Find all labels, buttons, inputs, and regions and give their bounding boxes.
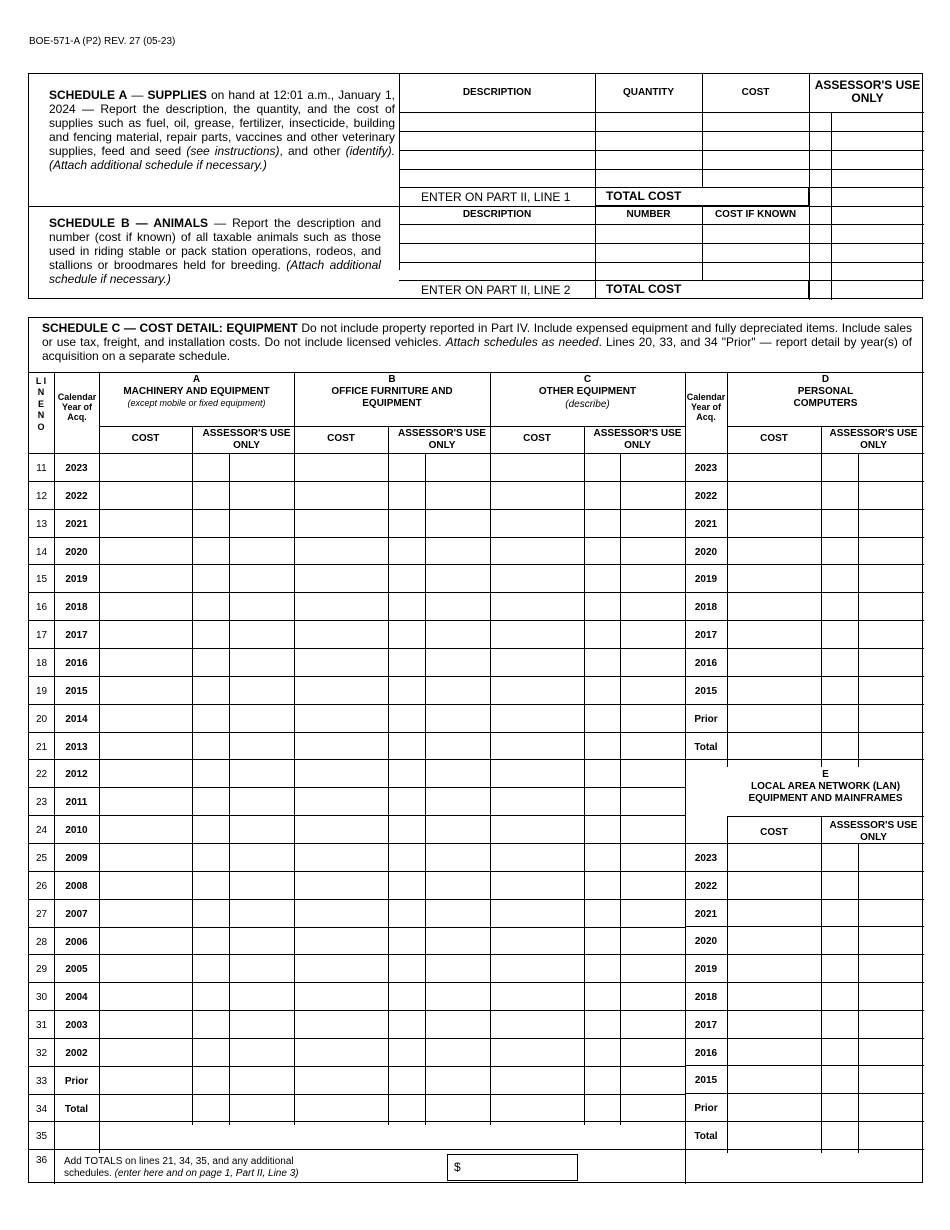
row-line — [29, 927, 685, 928]
line-number: 13 — [35, 518, 48, 530]
line-number: 14 — [35, 546, 48, 558]
acq-year: 2002 — [65, 1047, 88, 1059]
e-acq-year: 2020 — [694, 936, 718, 948]
e-assessor-divider — [821, 816, 822, 1153]
col-a-letter: A — [192, 374, 201, 385]
col-b-assessor: ASSESSOR'S USE ONLY — [398, 428, 486, 451]
line-number: 16 — [35, 602, 48, 614]
col-c-cost: COST — [523, 433, 551, 444]
e-acq-year: 2019 — [694, 964, 718, 976]
e-header-bottom — [727, 843, 924, 844]
row-line — [29, 1094, 685, 1095]
col-d-assessor: ASSESSOR'S USE ONLY — [829, 428, 918, 451]
cal-year-label: Calendar Year of Acq. — [57, 392, 97, 422]
row-line — [29, 982, 685, 983]
col-divider — [192, 426, 193, 1125]
acq-year: Total — [64, 1103, 89, 1115]
acq-year: 2021 — [65, 518, 88, 530]
schedule-a-text: SCHEDULE A — SUPPLIES on hand at 12:01 a.m., January 1, 2024 — Report the description, the quantity, and the cost of supplies such as fuel, oil, grease, fertilizer, insecticide, building and fencing material, repair parts, vaccines and other veterinary supplies, feed and seed (see instructions), and other (identify). (Attach additional schedule if necessary.) — [49, 88, 395, 172]
line-number: 19 — [35, 685, 48, 697]
line-number: 21 — [35, 741, 48, 753]
col-d-letter: D — [821, 374, 830, 385]
col-e-title: LOCAL AREA NETWORK (LAN) EQUIPMENT AND MAINFRAMES — [748, 781, 903, 804]
d-row-line — [685, 676, 924, 677]
row-line — [29, 1010, 685, 1011]
line-number: 15 — [35, 574, 48, 586]
e-row-line — [685, 871, 924, 872]
acq-year: 2016 — [65, 658, 88, 669]
d-acq-year: 2016 — [694, 658, 718, 669]
col-divider — [584, 426, 585, 1125]
e-row-line — [685, 1010, 924, 1011]
d-acq-year: 2020 — [694, 546, 718, 558]
schedule-b-col-description: DESCRIPTION — [462, 209, 532, 220]
acq-year: 2008 — [65, 880, 88, 892]
acq-year: 2009 — [65, 852, 88, 864]
col-a-title: MACHINERY AND EQUIPMENT — [123, 386, 270, 397]
line-number: 27 — [35, 908, 48, 920]
acq-year: 2014 — [65, 713, 88, 725]
schedule-c-intro: SCHEDULE C — COST DETAIL: EQUIPMENT Do not include property reported in Part IV. Include expensed equipment and fully depreciated items. Include sales or use tax, freight, and installation costs. Do not include licensed vehicles. Attach schedules as needed. Lines 20, 33, and 34 "Prior" — report detail by year(s) of acquisition on a separate schedule. — [42, 321, 912, 363]
line-number: 30 — [35, 992, 48, 1004]
row-line — [29, 537, 685, 538]
schedule-a-col-quantity: QUANTITY — [622, 87, 675, 98]
row-line — [29, 871, 685, 872]
line-number: 11 — [36, 463, 47, 474]
schedule-c-title: SCHEDULE C — COST DETAIL: EQUIPMENT — [42, 321, 298, 335]
acq-year: 2023 — [65, 463, 88, 474]
line-number: 31 — [35, 1020, 48, 1031]
row-line — [29, 481, 685, 482]
e-acq-year: 2017 — [694, 1019, 718, 1031]
col-c-assessor: ASSESSOR'S USE ONLY — [593, 428, 682, 451]
e-cost-divider — [727, 816, 728, 1153]
e-row-line — [685, 982, 924, 983]
line-number: 33 — [35, 1075, 48, 1087]
col-divider — [620, 453, 621, 1125]
schedule-a-b-box — [28, 73, 923, 299]
row-line — [29, 1121, 685, 1122]
d-cost-divider — [727, 372, 728, 767]
cal-year-label-d: Calendar Year of Acq. — [686, 392, 726, 422]
col-c-sub: (describe) — [565, 399, 610, 410]
line-number: 20 — [35, 713, 48, 725]
e-acq-year: 2022 — [694, 880, 718, 892]
acq-year: 2013 — [65, 741, 88, 753]
schedule-b-col-cost: COST IF KNOWN — [714, 209, 797, 220]
line-number: 32 — [35, 1047, 48, 1059]
row-line — [29, 676, 685, 677]
acq-year: 2011 — [65, 797, 88, 809]
ab-divider — [29, 206, 924, 207]
d-row-line — [685, 704, 924, 705]
e-row-line — [685, 1093, 924, 1094]
e-header-line — [727, 816, 924, 817]
col-c-letter: C — [583, 374, 592, 385]
e-acq-year: 2018 — [694, 992, 718, 1003]
d-acq-year: 2021 — [694, 518, 718, 530]
line-number: 35 — [35, 1131, 48, 1143]
col-e-cost: COST — [760, 827, 788, 838]
d-acq-year: 2023 — [694, 463, 718, 474]
row-line — [29, 1149, 685, 1150]
schedule-b-title: SCHEDULE B — [49, 216, 130, 230]
row-line — [29, 732, 685, 733]
e-acq-year: 2015 — [694, 1075, 718, 1087]
schedule-a-col-assessor: ASSESSOR'S USE ONLY — [814, 78, 921, 105]
line-number: 36 — [35, 1155, 48, 1167]
col-divider — [229, 453, 230, 1125]
e-row-line — [685, 1149, 924, 1150]
e-assessor-sub — [858, 843, 859, 1153]
e-acq-year: Total — [694, 1131, 718, 1142]
schedule-a-enter-on: ENTER ON PART II, LINE 1 — [421, 190, 571, 204]
col-e-letter: E — [822, 769, 829, 780]
col-divider — [490, 372, 491, 1125]
d-row-line — [685, 759, 924, 760]
col-b-cost: COST — [327, 433, 355, 444]
d-assessor-divider — [821, 426, 822, 767]
acq-year: 2006 — [65, 936, 88, 948]
form-id: BOE-571-A (P2) REV. 27 (05-23) — [29, 36, 176, 47]
e-acq-year: Prior — [694, 1103, 718, 1115]
d-row-line — [685, 648, 924, 649]
schedule-a-col-description: DESCRIPTION — [462, 87, 532, 98]
e-row-line — [685, 1065, 924, 1066]
col-b-letter: B — [388, 374, 396, 385]
row-line — [29, 954, 685, 955]
line-number: 26 — [35, 880, 48, 892]
schedule-a-total-cost[interactable]: TOTAL COST — [595, 187, 809, 206]
row-line — [29, 704, 685, 705]
schedule-b-enter-on: ENTER ON PART II, LINE 2 — [421, 283, 571, 297]
col-b-title: OFFICE FURNITURE AND EQUIPMENT — [331, 386, 453, 409]
e-year-top — [685, 843, 727, 844]
d-acq-year: 2019 — [694, 574, 718, 586]
d-row-line — [685, 509, 924, 510]
col-d-title: PERSONAL COMPUTERS — [793, 386, 858, 409]
d-acq-year: Prior — [694, 713, 718, 725]
schedule-a-title2: SUPPLIES — [147, 88, 207, 102]
col-divider — [388, 426, 389, 1125]
d-row-line — [685, 620, 924, 621]
schedule-a-title: SCHEDULE A — [49, 88, 128, 102]
col-c-title: OTHER EQUIPMENT — [538, 386, 637, 397]
row-line — [29, 843, 685, 844]
e-row-line — [685, 1121, 924, 1122]
d-acq-year: 2015 — [694, 685, 718, 697]
col-e-assessor: ASSESSOR'S USE ONLY — [829, 820, 918, 843]
line-number: 22 — [35, 769, 48, 781]
acq-year: 2007 — [65, 908, 88, 920]
acq-year: 2010 — [65, 825, 88, 837]
row-line — [29, 899, 685, 900]
d-row-line — [685, 732, 924, 733]
row-line — [29, 509, 685, 510]
d-row-line — [685, 481, 924, 482]
line-number: 34 — [35, 1103, 48, 1115]
acq-year: 2017 — [65, 630, 88, 642]
acq-year: 2018 — [65, 602, 88, 614]
line-number: 24 — [35, 825, 48, 837]
line-number: 18 — [35, 658, 48, 669]
col-divider — [294, 372, 295, 1125]
line-number: 12 — [35, 490, 48, 502]
acq-year: 2020 — [65, 546, 88, 558]
d-acq-year: 2017 — [694, 630, 718, 642]
header-bottom — [29, 453, 924, 454]
schedule-b-text: SCHEDULE B — ANIMALS — Report the description and number (cost if known) of all taxable animals such as those used in riding stable or pack station operations, rodeos, and stallions or broodmares held for breeding. (Attach additional schedule if necessary.) — [49, 216, 381, 286]
line-no-label: L I N E N O — [35, 376, 47, 432]
col-d-cost: COST — [760, 433, 788, 444]
schedule-b-col-number: NUMBER — [626, 209, 671, 220]
row-line — [29, 1038, 685, 1039]
acq-year: Prior — [64, 1075, 89, 1087]
d-acq-year: 2022 — [694, 490, 718, 502]
e-acq-year: 2021 — [694, 908, 718, 920]
e-row-line — [685, 899, 924, 900]
col-a-assessor: ASSESSOR'S USE ONLY — [202, 428, 291, 451]
acq-year: 2005 — [65, 964, 88, 976]
schedule-b-total-cost[interactable]: TOTAL COST — [595, 280, 809, 299]
line-number: 25 — [35, 852, 48, 864]
d-row-line — [685, 592, 924, 593]
col-a-cost: COST — [131, 433, 160, 444]
line-number: 28 — [35, 936, 48, 948]
row-line — [29, 815, 685, 816]
col-divider — [425, 453, 426, 1125]
e-row-line — [685, 1038, 924, 1039]
d-acq-year: 2018 — [694, 602, 718, 614]
d-row-line — [685, 564, 924, 565]
d-row-line — [685, 537, 924, 538]
line-number: 17 — [35, 630, 48, 642]
line-number: 29 — [35, 964, 48, 976]
acq-year: 2003 — [65, 1020, 88, 1031]
acq-year: 2012 — [65, 769, 88, 781]
schedule-c-box — [28, 317, 923, 1183]
line-36-total-input[interactable]: $ — [447, 1154, 578, 1181]
row-line — [29, 564, 685, 565]
col-a-sub: (except mobile or fixed equipment) — [127, 398, 266, 408]
year-col-divider — [99, 372, 100, 1153]
acq-year: 2004 — [65, 992, 88, 1004]
e-row-line — [685, 954, 924, 955]
line-36-text: Add TOTALS on lines 21, 34, 35, and any additional schedules. (enter here and on page 1, Part II, Line 3) — [64, 1156, 299, 1179]
e-row-line — [685, 926, 924, 927]
row-line — [29, 1066, 685, 1067]
line-number: 23 — [35, 797, 48, 809]
row-line — [29, 787, 685, 788]
d-acq-year: Total — [694, 741, 718, 753]
schedule-a-col-cost: COST — [741, 87, 770, 98]
acq-year: 2022 — [65, 490, 88, 502]
e-acq-year: 2023 — [694, 853, 718, 864]
acq-year: 2019 — [65, 574, 88, 586]
row-line — [29, 648, 685, 649]
row-line — [29, 759, 685, 760]
e-acq-year: 2016 — [694, 1047, 718, 1059]
d-assessor-sub — [858, 453, 859, 767]
acq-year: 2015 — [65, 685, 88, 697]
row-line — [29, 620, 685, 621]
row-line — [29, 592, 685, 593]
